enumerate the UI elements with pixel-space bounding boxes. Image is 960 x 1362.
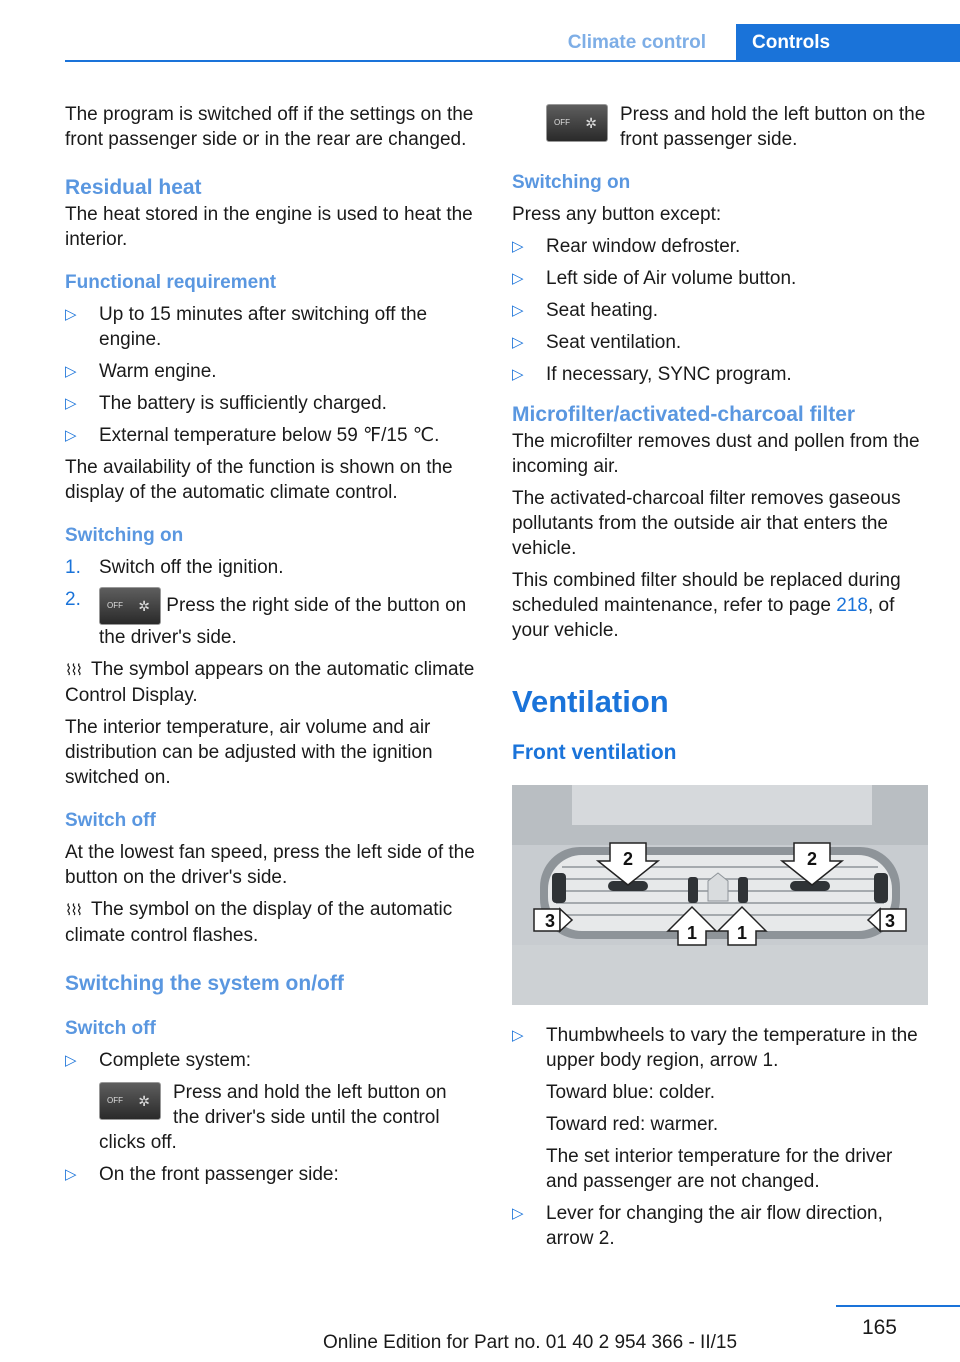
adjust-paragraph: The interior temperature, air volume and air distribution can be adjusted with the ignition switched on. (65, 717, 433, 788)
fan-icon: ✲ (585, 115, 597, 131)
system-switch-off-list (65, 1048, 477, 1187)
button-instruction: OFF ✲ Press and hold the left button on the driver's side until the control (99, 1080, 477, 1130)
microfilter-p3: This combined filter should be replaced during scheduled maintenance, refer to page 218, of your vehicle. (512, 570, 901, 641)
bullet-icon: ▷ (512, 366, 524, 383)
residual-heat-heading: Residual heat (65, 176, 202, 199)
page-reference-link[interactable]: 218 (836, 595, 868, 616)
bullet-icon: ▷ (512, 334, 524, 351)
list-item: ▷ Seat ventilation. (512, 332, 682, 353)
list-item: ▷ Seat heating. (512, 300, 658, 321)
list-item: ▷ Warm engine. (65, 361, 217, 382)
list-item: ▷ Complete system: OFF ✲ Press and hold the left button on the driver's side until the control clicks off. (65, 1048, 477, 1155)
bullet-icon: ▷ (512, 270, 524, 287)
ventilation-list (512, 1023, 928, 1251)
button-instruction: OFF ✲ Press and hold the left button on the front passenger side. (512, 102, 928, 152)
climate-button-icon: OFF ✲ (99, 1082, 161, 1120)
step-number: 1. (65, 557, 81, 578)
left-column (65, 102, 477, 1194)
figure-label-3-left: 3 (544, 911, 556, 931)
right-column (512, 102, 928, 1258)
fan-icon: ✲ (138, 1093, 150, 1109)
header-chapter-tab: Controls (736, 24, 960, 62)
bullet-icon: ▷ (512, 238, 524, 255)
figure-label-2-left: 2 (622, 849, 634, 869)
edition-footer: Online Edition for Part no. 01 40 2 954 366 - II/15 (322, 1332, 738, 1353)
intro-paragraph: The program is switched off if the settings on the front passenger side or in the rear are changed. (65, 104, 474, 150)
list-item: ▷ Lever for changing the air flow direction, arrow 2. (512, 1203, 883, 1249)
list-item: ▷ On the front passenger side: (65, 1164, 339, 1185)
bullet-icon: ▷ (512, 302, 524, 319)
figure-label-1-right: 1 (736, 923, 748, 943)
microfilter-heading: Microfilter/activated-charcoal filter (512, 403, 856, 426)
header-section-title: Climate control (567, 32, 706, 53)
switching-on-steps (65, 555, 477, 650)
bullet-icon: ▷ (512, 1027, 524, 1044)
bullet-icon: ▷ (65, 1052, 77, 1069)
switch-off-heading: Switch off (65, 810, 156, 831)
microfilter-p1: The microfilter removes dust and pollen from the incoming air. (512, 431, 920, 477)
bullet-icon: ▷ (65, 1166, 77, 1183)
list-item: 2. OFF ✲ Press the right side of the button on the driver's side. (65, 589, 467, 648)
list-item: ▷ The battery is sufficiently charged. (65, 393, 387, 414)
bullet-icon: ▷ (65, 306, 77, 323)
list-item: 1. Switch off the ignition. (65, 557, 284, 578)
residual-heat-symbol-icon: ⌇⌇⌇ (65, 902, 81, 919)
list-item: ▷ Rear window defroster. (512, 236, 741, 257)
step-number: 2. (65, 589, 81, 610)
switch-off-desc: At the lowest fan speed, press the left side of the button on the driver's side. (65, 842, 475, 888)
page-number: 165 (861, 1316, 897, 1339)
bullet-icon: ▷ (65, 395, 77, 412)
system-switch-off-heading: Switch off (65, 1018, 156, 1039)
availability-paragraph: The availability of the function is shown on the display of the automatic climate control. (65, 457, 453, 503)
symbol-appears-paragraph: ⌇⌇⌇ The symbol appears on the automatic climate Control Display. (65, 659, 475, 706)
figure-label-2-right: 2 (806, 849, 818, 869)
list-item: ▷ Left side of Air volume button. (512, 268, 797, 289)
climate-button-icon: OFF ✲ (99, 587, 161, 625)
except-list (512, 234, 928, 387)
list-item: ▷ If necessary, SYNC program. (512, 364, 792, 385)
fan-icon: ✲ (138, 598, 150, 614)
climate-button-icon: OFF ✲ (546, 104, 608, 142)
page-header (65, 24, 960, 62)
bullet-icon: ▷ (65, 427, 77, 444)
front-ventilation-heading: Front ventilation (512, 741, 677, 764)
residual-heat-symbol-icon: ⌇⌇⌇ (65, 662, 81, 679)
requirement-list (65, 302, 477, 448)
system-onoff-heading: Switching the system on/off (65, 972, 344, 995)
front-vents-figure (512, 785, 928, 1005)
functional-requirement-heading: Functional requirement (65, 272, 277, 293)
microfilter-p2: The activated-charcoal filter removes gaseous pollutants from the outside air that enters the vehicle. (512, 488, 901, 559)
residual-heat-desc: The heat stored in the engine is used to heat the interior. (65, 204, 473, 250)
list-item: ▷ External temperature below 59 ℉/15 ℃. (65, 425, 440, 446)
bullet-icon: ▷ (65, 363, 77, 380)
footer-rule (836, 1305, 960, 1307)
figure-label-1-left: 1 (686, 923, 698, 943)
front-vents-illustration (512, 785, 928, 1005)
bullet-icon: ▷ (512, 1205, 524, 1222)
switching-on-heading: Switching on (65, 525, 184, 546)
figure-label-3-right: 3 (884, 911, 896, 931)
ventilation-heading: Ventilation (512, 684, 669, 719)
switching-on-heading: Switching on (512, 172, 631, 193)
symbol-flashes-paragraph: ⌇⌇⌇ The symbol on the display of the automatic climate control flashes. (65, 899, 453, 946)
list-item: ▷ Thumbwheels to vary the temperature in the upper body region, arrow 1. Toward blue: colder. Toward red: warmer. The set interior temperature for the driver and passenger are not changed. (512, 1025, 918, 1192)
switching-on-desc: Press any button except: (512, 204, 722, 225)
list-item: ▷ Up to 15 minutes after switching off the engine. (65, 304, 428, 350)
